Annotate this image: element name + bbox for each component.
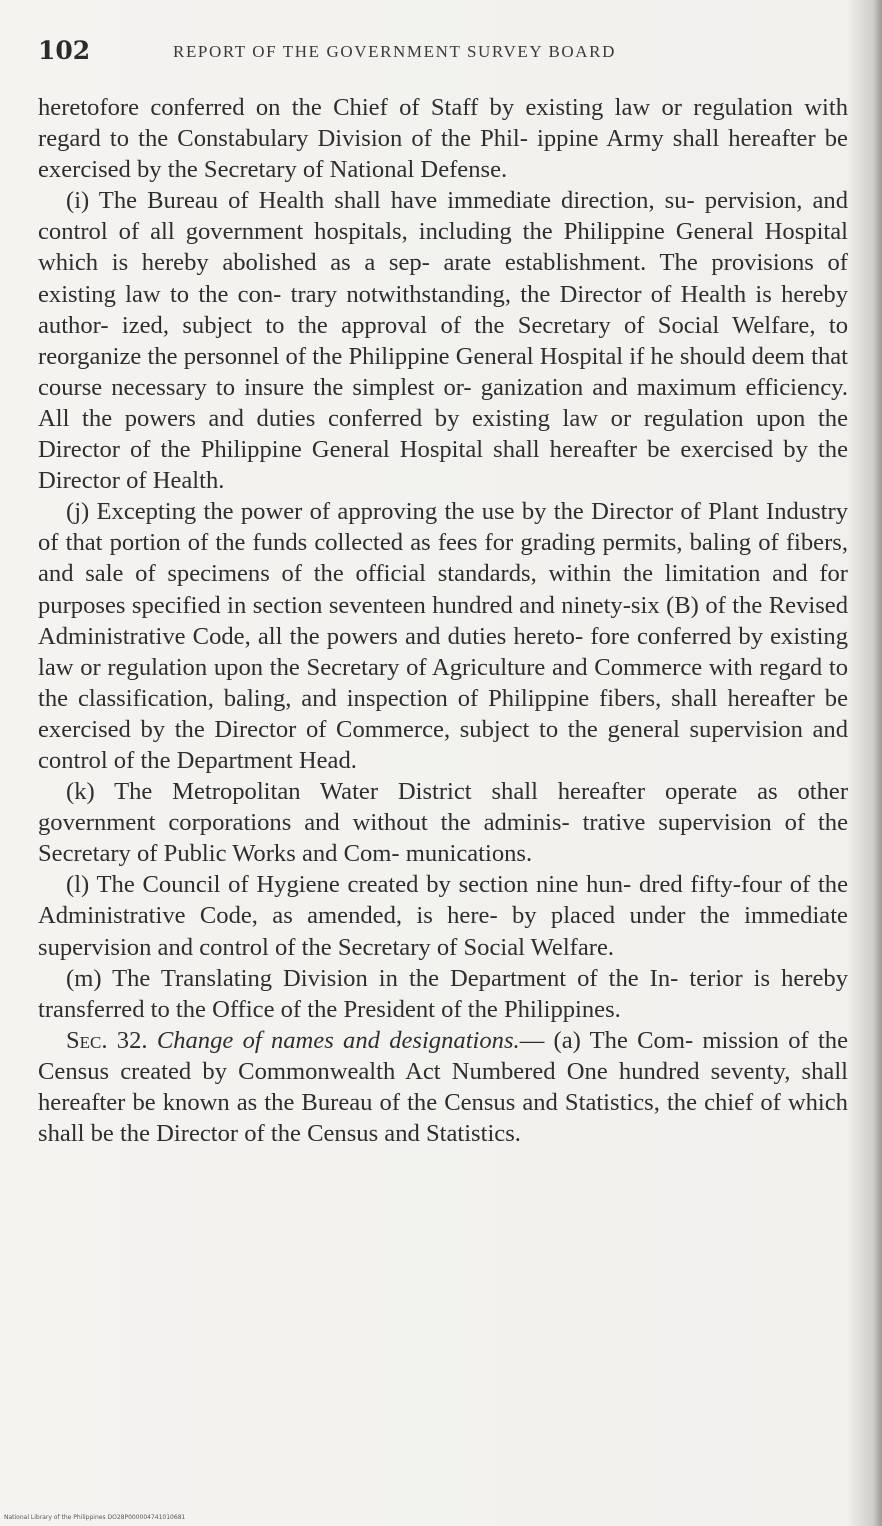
text-line: by placed under the immediate supervision and control of the — [38, 902, 848, 961]
text-line: for grading permits, baling of fibers, and sale of specimens of — [38, 529, 848, 588]
section-32 — [38, 1025, 848, 1149]
paragraph-k — [38, 776, 848, 869]
text-line: the official standards, within the limitation and for purposes — [38, 560, 849, 619]
text-line: Revised Administrative Code, all the powers and duties hereto- — [38, 591, 849, 650]
text-line: Philippines. — [503, 995, 621, 1023]
text-line: One hundred seventy, shall hereafter be known as the Bureau — [38, 1057, 848, 1116]
paragraph-j — [38, 496, 848, 776]
text-line: as other government corporations and without the adminis- — [38, 778, 849, 837]
scan-footer-note: National Library of the Philippines DO28P000004741010681 — [4, 1514, 186, 1521]
text-line: Philippine General Hospital shall hereafter be exercised by the — [200, 436, 849, 464]
text-line: heretofore conferred on the Chief of Staff by existing law or — [38, 94, 682, 121]
text-line: baling, and inspection of Philippine fibers, shall hereafter be — [223, 684, 848, 712]
text-line: (i) The Bureau of Health shall have immediate direction, su- — [66, 187, 695, 215]
body-text — [38, 92, 848, 1149]
text-line: of the Census and Statistics, the chief of which shall be the — [38, 1089, 848, 1148]
text-line: (j) Excepting the power of approving the use by the Director — [66, 498, 674, 526]
text-line: munications. — [405, 840, 533, 868]
text-line: conferred by existing law or regulation upon the Director of the — [38, 404, 848, 464]
text-line: of Plant Industry of that portion of the funds collected as fees — [38, 498, 848, 557]
text-line: trative supervision of the Secretary of Public Works and Com- — [38, 809, 848, 868]
paragraph-m — [38, 963, 848, 1025]
text-line: ganization and maximum efficiency. All the powers and duties — [38, 373, 848, 432]
text-line: terior is hereby transferred to the Office of the President of the — [38, 964, 849, 1023]
text-line: exercised by the Director of Commerce, subject to the general — [38, 715, 680, 743]
section-label: Sec. 32. — [66, 1026, 148, 1054]
page-header — [38, 36, 858, 76]
text-line: (k) The Metropolitan Water District shall hereafter operate — [66, 778, 738, 806]
text-line: (l) The Council of Hygiene created by section nine hun- — [66, 871, 632, 899]
section-title: Change of names and designations. — [156, 1026, 520, 1054]
text-line: trary notwithstanding, the Director of Health is hereby author- — [38, 280, 848, 339]
text-line: ippine Army shall hereafter be exercised by the Secretary of — [38, 125, 848, 184]
text-line: (m) The Translating Division in the Department of the In- — [66, 964, 679, 992]
text-line: arate establishment. The provisions of existing law to the con- — [38, 249, 848, 308]
text-line: National Defense. — [329, 156, 508, 184]
paragraph-l — [38, 869, 848, 962]
text-line: Director of the Census and Statistics. — [156, 1120, 521, 1148]
paragraph-i — [38, 185, 848, 496]
text-line: Secretary of Social Welfare. — [337, 933, 615, 961]
text-line: to reorganize the personnel of the Philippine General Hospital — [38, 311, 848, 370]
text-line: specified in section seventeen hundred and ninety-six (B) of the — [131, 591, 763, 619]
text-line: fore conferred by existing law or regulation upon the Secretary — [38, 622, 849, 681]
text-line: Director of Health. — [38, 467, 225, 495]
text-line: Philippine General Hospital which is hereby abolished as a sep- — [38, 218, 848, 277]
text-line: of Agriculture and Commerce with regard to the classification, — [38, 653, 849, 712]
text-line: dred fifty-four of the Administrative Code, as amended, is here- — [38, 871, 848, 930]
text-line: ized, subject to the approval of the Secretary of Social Welfare, — [121, 311, 816, 339]
text-line: pervision, and control of all government hospitals, including the — [38, 187, 848, 246]
page-number: 102 — [38, 36, 91, 65]
text-line: — (a) The Com- — [519, 1026, 694, 1054]
text-line: mission of the Census created by Commonwealth Act Numbered — [38, 1026, 848, 1085]
text-line: if he should deem that course necessary to insure the simplest or- — [38, 342, 848, 401]
paragraph-continuation — [38, 92, 848, 185]
text-line: regulation with regard to the Constabulary Division of the Phil- — [38, 94, 848, 153]
text-line: supervision and control of the Department Head. — [38, 715, 849, 774]
running-head: REPORT OF THE GOVERNMENT SURVEY BOARD — [173, 42, 616, 61]
